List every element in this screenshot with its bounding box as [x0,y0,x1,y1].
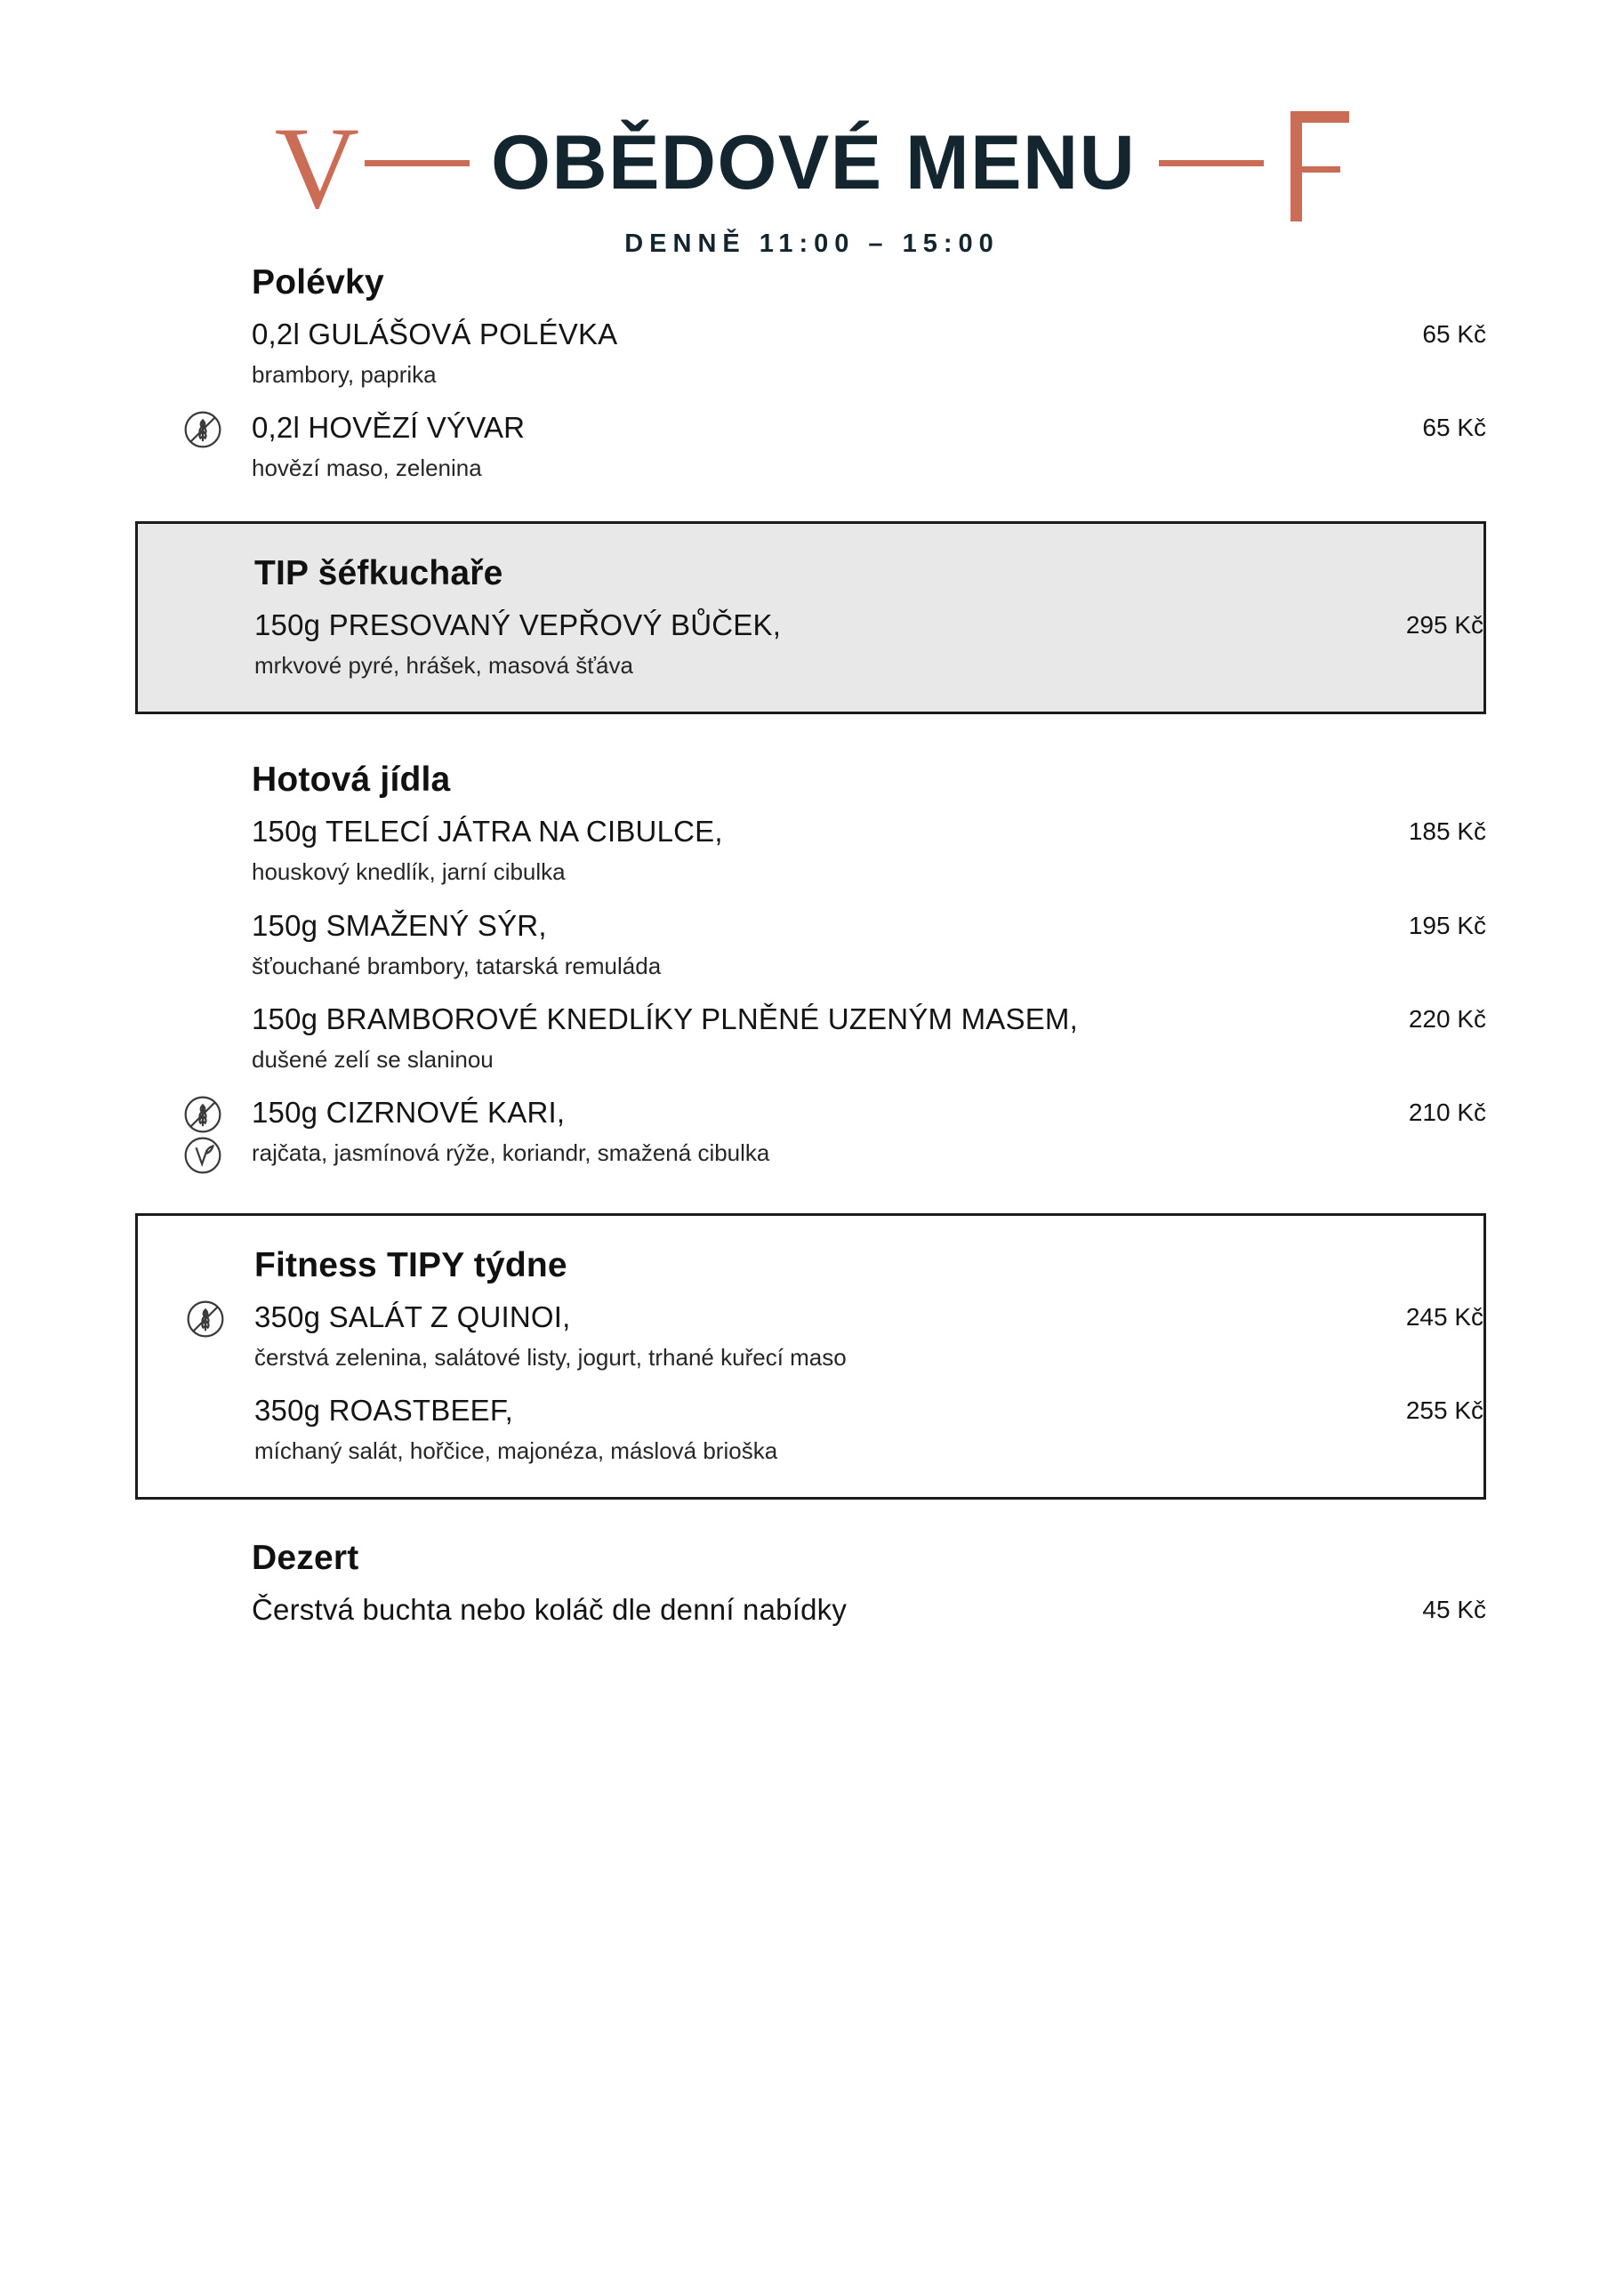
menu-item [252,1594,1486,1627]
gluten-free-icon [183,410,222,449]
menu-item-price: 65 Kč [1422,414,1486,442]
menu-item-price: 210 Kč [1408,1098,1486,1126]
menu-item-row [252,318,1486,351]
menu-item-price: 185 Kč [1408,817,1486,846]
mark-f-top-arm [1290,111,1349,123]
menu-item-name: 350g ROASTBEEF, [254,1394,513,1428]
menu-item-name: Čerstvá buchta nebo koláč dle denní nabídky [252,1593,848,1627]
dietary-badges [175,1095,230,1175]
section-body [138,554,1483,680]
title-row [0,102,1624,233]
menu-item-row [252,910,1486,943]
section-title-polevky: Polévky [252,263,384,302]
menu-item-name: 150g CIZRNOVÉ KARI, [252,1095,566,1129]
menu-item-name: 150g SMAŽENÝ SÝR, [252,908,547,942]
menu-item-name: 150g PRESOVANÝ VEPŘOVÝ BŮČEK, [254,608,782,642]
menu-item [252,816,1486,886]
section-title-fitness-tipy: Fitness TIPY týdne [254,1245,567,1284]
menu-item-description: hovězí maso, zelenina [252,455,482,482]
menu-item-row [254,1301,1483,1334]
menu-item-description: dušené zelí se slaninou [252,1045,494,1073]
menu-item-description: míchaný salát, hořčice, majonéza, máslová brioška [254,1437,778,1465]
menu-box-tip-sefkuchare [135,521,1486,714]
menu-item-price: 65 Kč [1422,320,1486,348]
menu-box-fitness-tipy [135,1213,1486,1500]
menu-item-row [252,412,1486,445]
brand-mark-v-icon: V [274,102,360,233]
menu-item-price: 245 Kč [1405,1302,1483,1331]
menu-item-description: brambory, paprika [252,360,437,388]
section-body [0,1539,1624,1627]
menu-section-polevky [0,263,1624,482]
menu-item [252,1097,1486,1167]
section-title-tip-sefkuchare: TIP šéfkuchaře [254,554,503,593]
menu-item-price: 295 Kč [1405,611,1483,640]
menu-item-row [254,1395,1483,1428]
section-title-dezert: Dezert [252,1539,359,1578]
section-body [0,263,1624,482]
menu-item [252,1003,1486,1074]
section-title-hotova-jidla: Hotová jídla [252,760,451,800]
menu-item-name: 350g SALÁT Z QUINOI, [254,1299,571,1333]
menu-item [254,609,1483,680]
menu-item-price: 255 Kč [1405,1396,1483,1425]
menu-item [252,318,1486,389]
menu-item-row [254,609,1483,642]
menu-item [252,412,1486,482]
menu-item-description: šťouchané brambory, tatarská remuláda [252,952,662,979]
brand-mark-f-icon [1267,104,1349,221]
menu-item-description: mrkvové pyré, hrášek, masová šťáva [254,652,633,680]
section-body [138,1246,1483,1465]
menu-item-description: čerstvá zelenina, salátové listy, jogurt, trhané kuřecí maso [254,1343,847,1371]
menu-item-price: 45 Kč [1422,1596,1486,1624]
menu-item-price: 220 Kč [1408,1004,1486,1033]
menu-item-description: rajčata, jasmínová rýže, koriandr, smažená cibulka [252,1138,770,1166]
menu-section-dezert [0,1539,1624,1627]
menu-section-hotova-jidla [0,760,1624,1167]
menu-item [254,1301,1483,1372]
menu-item-row [252,1097,1486,1130]
mark-f-crossbar [1290,166,1340,173]
menu-item-row [252,1594,1486,1627]
menu-item-price: 195 Kč [1408,911,1486,939]
section-body [0,760,1624,1167]
menu-item-description: houskový knedlík, jarní cibulka [252,858,566,886]
header-rule-left [365,160,470,166]
menu-item-name: 150g TELECÍ JÁTRA NA CIBULCE, [252,815,723,849]
menu-item-name: 150g BRAMBOROVÉ KNEDLÍKY PLNĚNÉ UZENÝM MASEM, [252,1002,1078,1035]
dietary-badges [175,410,230,449]
menu-item [252,910,1486,980]
menu-item-row [252,816,1486,849]
gluten-free-icon [183,1095,222,1134]
menu-item-name: 0,2l GULÁŠOVÁ POLÉVKA [252,318,618,350]
dietary-badges [178,1299,233,1339]
menu-item-name: 0,2l HOVĚZÍ VÝVAR [252,411,526,445]
menu-content [0,263,1624,1627]
menu-item [254,1395,1483,1465]
gluten-free-icon [186,1299,225,1339]
vegan-icon [183,1136,222,1175]
page-title: OBĚDOVÉ MENU [491,120,1137,205]
opening-hours: DENNĚ 11:00 – 15:00 [624,229,1000,258]
menu-header [0,0,1624,258]
menu-item-row [252,1003,1486,1036]
header-rule-right [1159,160,1264,166]
